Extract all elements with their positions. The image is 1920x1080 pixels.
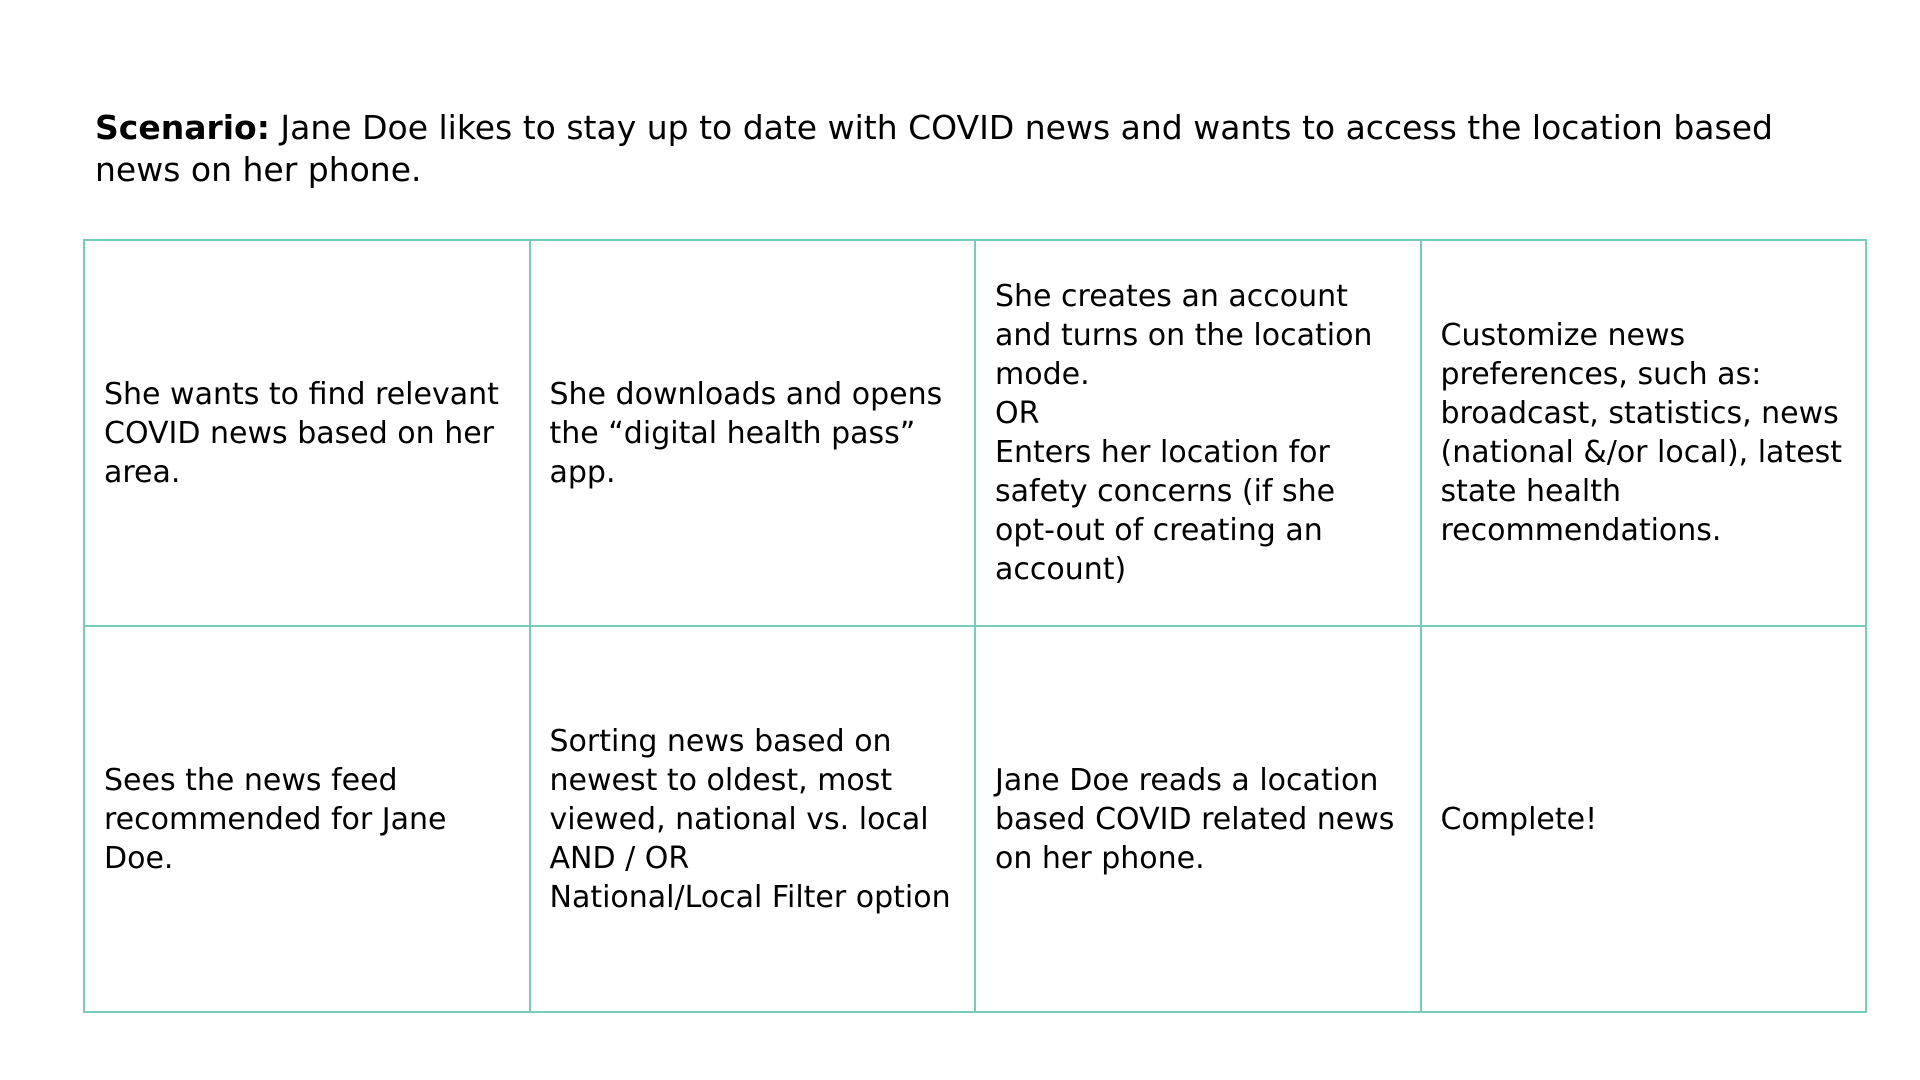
scenario-label: Scenario: [95,108,270,147]
step-cell-5: Sees the news feed recommended for Jane Doe. [84,626,530,1012]
grid-row-1 [84,240,1866,626]
step-cell-1: She wants to find relevant COVID news based on her area. [84,240,530,626]
scenario-text [95,107,1855,191]
step-cell-4: Customize news preferences, such as: broadcast, statistics, news (national &/or local), latest state health recommendations. [1421,240,1867,626]
step-cell-7: Jane Doe reads a location based COVID related news on her phone. [975,626,1421,1012]
step-cell-2: She downloads and opens the “digital health pass” app. [530,240,976,626]
scenario-description: Jane Doe likes to stay up to date with COVID news and wants to access the location based news on her phone. [95,108,1773,189]
step-cell-3: She creates an account and turns on the location mode. OR Enters her location for safety concerns (if she opt-out of creating an account) [975,240,1421,626]
step-cell-6: Sorting news based on newest to oldest, most viewed, national vs. local AND / OR National/Local Filter option [530,626,976,1012]
grid-row-2 [84,626,1866,1012]
storyboard-grid [83,239,1867,1013]
step-cell-8: Complete! [1421,626,1867,1012]
